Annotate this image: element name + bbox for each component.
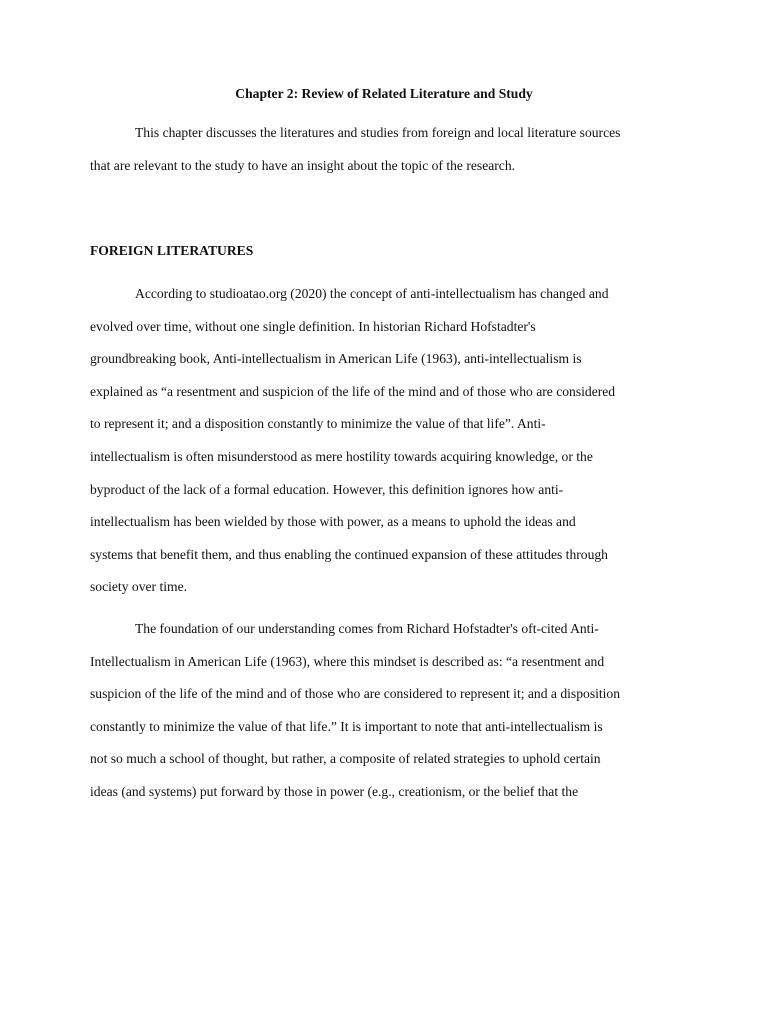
- text-line: This chapter discusses the literatures and studies from foreign and local literature sources: [135, 125, 621, 140]
- text-line: ideas (and systems) put forward by those in power (e.g., creationism, or the belief that the: [90, 783, 579, 799]
- text-line: suspicion of the life of the mind and of those who are considered to represent it; and a disposition: [90, 686, 621, 702]
- text-line: that are relevant to the study to have an insight about the topic of the research.: [90, 157, 516, 173]
- chapter-title: Chapter 2: Review of Related Literature and Study: [235, 86, 533, 101]
- text-line: explained as “a resentment and suspicion of the life of the mind and of those who are considered: [90, 383, 616, 399]
- text-line: systems that benefit them, and thus enabling the continued expansion of these attitudes through: [90, 546, 608, 562]
- section-heading-foreign-literatures: FOREIGN LITERATURES: [90, 243, 254, 258]
- text-line: intellectualism is often misunderstood as mere hostility towards acquiring knowledge, or the: [90, 448, 593, 464]
- text-line: society over time.: [90, 579, 188, 595]
- text-line: constantly to minimize the value of that life.” It is important to note that anti-intellectualism is: [90, 718, 603, 734]
- text-line: evolved over time, without one single definition. In historian Richard Hofstadter's: [90, 318, 536, 334]
- text-line: The foundation of our understanding comes from Richard Hofstadter's oft-cited Anti-: [135, 621, 599, 636]
- text-line: byproduct of the lack of a formal education. However, this definition ignores how anti-: [90, 481, 564, 497]
- text-line: to represent it; and a disposition constantly to minimize the value of that life”. Anti-: [90, 416, 546, 432]
- text-line: intellectualism has been wielded by those with power, as a means to uphold the ideas and: [90, 514, 576, 530]
- text-line: Intellectualism in American Life (1963), where this mindset is described as: “a resentment and: [90, 653, 605, 669]
- text-line: groundbreaking book, Anti-intellectualism in American Life (1963), anti-intellectualism is: [90, 351, 582, 367]
- body-paragraph-two: [90, 613, 690, 809]
- intro-paragraph: [90, 117, 690, 182]
- text-line: According to studioatao.org (2020) the concept of anti-intellectualism has changed and: [135, 286, 609, 301]
- text-line: not so much a school of thought, but rather, a composite of related strategies to uphold certain: [90, 751, 601, 767]
- body-paragraph-one: [90, 278, 690, 604]
